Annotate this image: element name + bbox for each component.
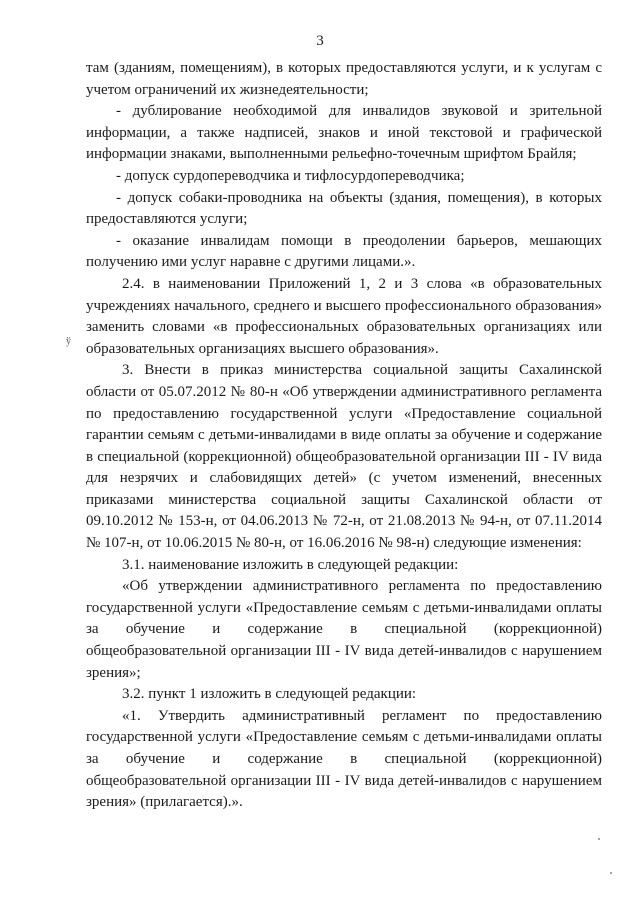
paragraph: там (зданиям, помещениям), в которых предоставляются услуги, и к услугам с учетом ограничений их жизнедеятельности; <box>86 60 602 98</box>
paragraph: - допуск сурдопереводчика и тифлосурдопереводчика; <box>116 167 465 184</box>
paragraph: - оказание инвалидам помощи в преодолении барьеров, мешающих получению ими услуг наравне с другими лицами.». <box>86 232 602 271</box>
paragraph: 2.4. в наименовании Приложений 1, 2 и 3 слова «в образовательных учреждениях начального, среднего и высшего профессионального образования» заменить словами «в профессиональных образовательных организациях или образовательных организациях высшего образования». <box>86 275 602 357</box>
paragraph: «Об утверждении административного регламента по предоставлению государственной услуги «Предоставление семьям с детьми-инвалидами оплаты за обучение и содержание в специальной (коррекционной) общеобразовательной организации III - IV вида детей-инвалидов с нарушением зрения»; <box>86 578 602 681</box>
paragraph: - дублирование необходимой для инвалидов звуковой и зрительной информации, а также надписей, знаков и иной текстовой и графической информации знаками, выполненными рельефно-точечным шрифтом Брайля; <box>86 103 602 163</box>
scan-speck <box>610 872 612 874</box>
page-number: 3 <box>316 33 324 49</box>
paragraph: «1. Утвердить административный регламент по предоставлению государственной услуги «Предоставление семьям с детьми-инвалидами оплаты за обучение и содержание в специальной (коррекционной) общеобразовательной организации III - IV вида детей-инвалидов с нарушением зрения» (прилагается).». <box>86 707 602 811</box>
paragraph: - допуск собаки-проводника на объекты (здания, помещения), в которых предоставляются услуги; <box>86 189 602 228</box>
scan-speck <box>598 838 600 840</box>
paragraph: 3.1. наименование изложить в следующей редакции: <box>122 556 459 573</box>
document-body <box>86 58 602 814</box>
paragraph: 3. Внести в приказ министерства социальной защиты Сахалинской области от 05.07.2012 № 80-н «Об утверждении административного регламента по предоставлению государственной услуги «Предоставление социальной гарантии семьям с детьми-инвалидами в виде оплаты за обучение и содержание в специальной (коррекционной) общеобразовательной организации III - IV вида для незрячих и слабовидящих детей» (с учетом изменений, внесенных приказами министерства социальной защиты Сахалинской области от 09.10.2012 № 153-н, от 04.06.2013 № 72-н, от 21.08.2013 № 94-н, от 07.11.2014 № 107-н, от 10.06.2015 № 80-н, от 16.06.2016 № 98-н) следующие изменения: <box>86 362 602 552</box>
paragraph: 3.2. пункт 1 изложить в следующей редакции: <box>122 686 417 703</box>
margin-mark: ў <box>66 336 71 347</box>
